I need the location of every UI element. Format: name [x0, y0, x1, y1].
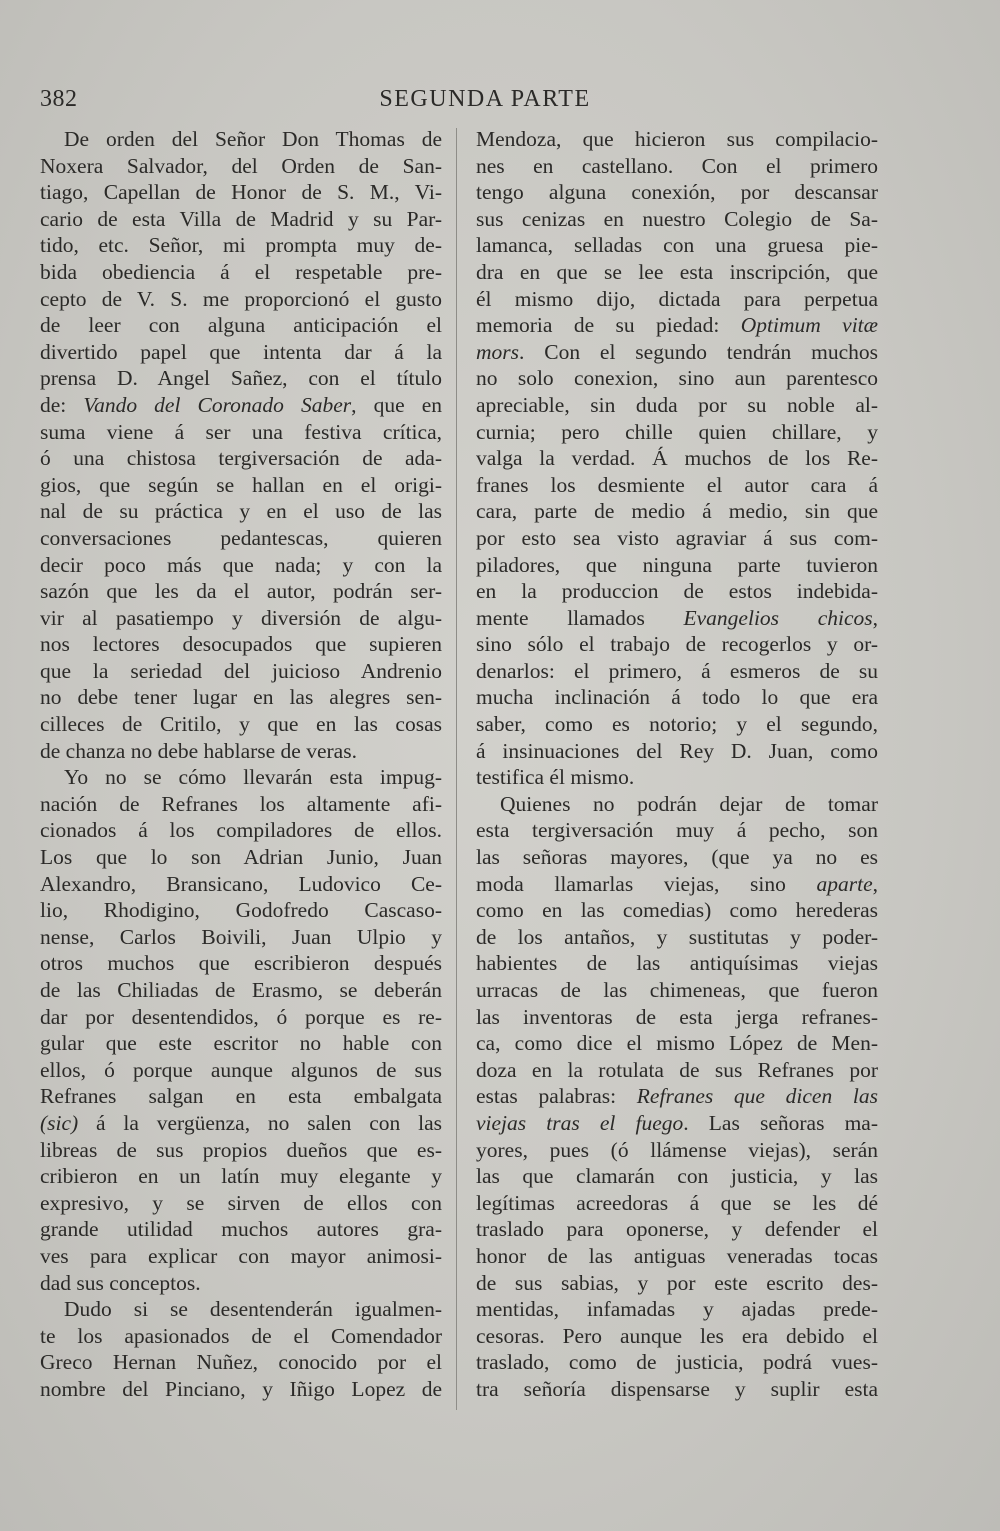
text-line: lamanca, selladas con una gruesa pie- [476, 233, 878, 258]
text-line: ca, como dice el mismo López de Men- [476, 1031, 878, 1056]
text-line: esta tergiversación muy á pecho, son [476, 818, 878, 843]
left-column [40, 126, 442, 1403]
text-line: Los que lo son Adrian Junio, Juan [40, 845, 442, 870]
text-line: en la produccion de estos indebida- [476, 579, 878, 604]
text-line: de los antaños, y sustitutas y poder- [476, 924, 878, 949]
text-line: las inventoras de esta jerga refranes- [476, 1004, 878, 1029]
text-line: las que clamarán con justicia, y las [476, 1164, 878, 1189]
text-line: tido, etc. Señor, mi prompta muy de- [40, 233, 442, 258]
text-line: nos lectores desocupados que supieren [40, 632, 442, 657]
text-line: urracas de las chimeneas, que fueron [476, 978, 878, 1002]
text-line: yores, pues (ó llámense viejas), serán [476, 1137, 878, 1162]
text-line: mentidas, infamadas y ajadas prede- [476, 1297, 878, 1322]
text-line: honor de las antiguas veneradas tocas [476, 1243, 878, 1268]
text-line: Dudo si se desentenderán igualmen- [64, 1297, 442, 1322]
text-line: no debe tener lugar en las alegres sen- [40, 685, 442, 710]
text-line: sus cenizas en nuestro Colegio de Sa- [476, 206, 878, 231]
text-line: (sic) á la vergüenza, no salen con las [40, 1110, 442, 1135]
text-line: Alexandro, Bransicano, Ludovico Ce- [40, 871, 442, 896]
text-line: las señoras mayores, (que ya no es [476, 845, 878, 870]
text-line: Yo no se cómo llevarán esta impug- [64, 765, 442, 790]
text-line: sino sólo el trabajo de recogerlos y or- [476, 632, 878, 657]
text-line: no solo conexion, sino aun parentesco [476, 366, 878, 391]
text-line: cario de esta Villa de Madrid y su Par- [40, 206, 442, 231]
text-line: á insinuaciones del Rey D. Juan, como [476, 738, 878, 763]
text-line: valga la verdad. Á muchos de los Re- [476, 446, 878, 471]
text-line: como en las comedias) como herederas [476, 898, 878, 923]
text-line: cesoras. Pero aunque les era debido el [476, 1323, 878, 1348]
text-line: decir poco más que nada; y con la [40, 552, 442, 577]
text-line: de: Vando del Coronado Saber, que en [40, 392, 442, 417]
text-line: mors. Con el segundo tendrán muchos [476, 339, 878, 364]
column-divider [456, 128, 457, 1410]
text-line: bida obediencia á el respetable pre- [40, 259, 442, 284]
text-line: estas palabras: Refranes que dicen las [476, 1084, 878, 1109]
text-line: moda llamarlas viejas, sino aparte, [476, 871, 878, 896]
text-line: vir al pasatiempo y diversión de algu- [40, 605, 442, 630]
text-line: mucha inclinación á todo lo que era [476, 685, 878, 710]
text-line: saber, como es notorio; y el segundo, [476, 712, 878, 737]
text-line: Noxera Salvador, del Orden de San- [40, 153, 442, 178]
text-line: nombre del Pinciano, y Iñigo Lopez de [40, 1376, 442, 1401]
text-line: ellos, ó porque aunque algunos de sus [40, 1057, 442, 1082]
text-line: nación de Refranes los altamente afi- [40, 791, 442, 816]
text-line: dra en que se lee esta inscripción, que [476, 259, 878, 284]
text-line: él mismo dijo, dictada para perpetua [476, 286, 878, 311]
text-line: dad sus conceptos. [40, 1270, 201, 1295]
text-line: divertido papel que intenta dar á la [40, 339, 442, 364]
text-line: viejas tras el fuego. Las señoras ma- [476, 1110, 878, 1135]
text-line: piladores, que ninguna parte tuvieron [476, 552, 878, 577]
page-number: 382 [40, 86, 78, 112]
text-line: por esto sea visto agraviar á sus com- [476, 525, 878, 550]
text-line: De orden del Señor Don Thomas de [64, 127, 442, 151]
text-line: denarlos: el primero, á esmeros de su [476, 658, 878, 683]
text-line: conversaciones pedantescas, quieren [40, 525, 442, 550]
text-line: gular que este escritor no hable con [40, 1031, 442, 1056]
text-line: nal de su práctica y en el uso de las [40, 499, 442, 524]
text-line: mente llamados Evangelios chicos, [476, 605, 878, 630]
text-line: de leer con alguna anticipación el [40, 313, 442, 338]
text-line: dar por desentendidos, ó porque es re- [40, 1004, 442, 1029]
text-line: apreciable, sin duda por su noble al- [476, 392, 878, 417]
text-line: sazón que les da el autor, podrán ser- [40, 579, 442, 604]
text-line: Mendoza, que hicieron sus compilacio- [476, 127, 878, 151]
text-line: legítimas acreedoras á que se les dé [476, 1190, 878, 1215]
text-line: doza en la rotulata de sus Refranes por [476, 1057, 878, 1082]
text-line: cepto de V. S. me proporcionó el gusto [40, 286, 442, 311]
text-line: Quienes no podrán dejar de tomar [500, 791, 878, 816]
text-line: cara, parte de medio á medio, sin que [476, 499, 878, 524]
text-line: grande utilidad muchos autores gra- [40, 1217, 442, 1242]
text-line: tiago, Capellan de Honor de S. M., Vi- [40, 180, 442, 205]
text-line: testifica él mismo. [476, 765, 635, 790]
text-line: traslado, como de justicia, podrá vues- [476, 1350, 878, 1375]
right-column [476, 126, 878, 1403]
text-line: que la seriedad del juicioso Andrenio [40, 658, 442, 683]
text-line: Greco Hernan Nuñez, conocido por el [40, 1350, 442, 1375]
text-line: nense, Carlos Boivili, Juan Ulpio y [40, 924, 442, 949]
text-line: curnia; pero chille quien chillare, y [476, 419, 878, 444]
text-line: Refranes salgan en esta embalgata [40, 1084, 442, 1109]
text-line: cionados á los compiladores de ellos. [40, 818, 442, 843]
running-head: SEGUNDA PARTE [379, 86, 591, 112]
text-line: traslado para oponerse, y defender el [476, 1217, 878, 1242]
text-line: libreas de sus propios dueños que es- [40, 1137, 442, 1162]
text-line: te los apasionados de el Comendador [40, 1323, 442, 1348]
text-line: prensa D. Angel Sañez, con el título [40, 366, 442, 391]
text-line: memoria de su piedad: Optimum vitæ [476, 313, 878, 338]
text-line: gios, que según se hallan en el origi- [40, 472, 442, 497]
text-line: lio, Rhodigino, Godofredo Cascaso- [40, 898, 442, 923]
text-line: ó una chistosa tergiversación de ada- [40, 446, 442, 471]
text-line: expresivo, y se sirven de ellos con [40, 1190, 442, 1215]
text-line: franes los desmiente el autor cara á [476, 472, 878, 497]
text-line: cribieron en un latín muy elegante y [40, 1164, 442, 1189]
text-line: suma viene á ser una festiva crítica, [40, 419, 442, 444]
text-line: tengo alguna conexión, por descansar [476, 180, 878, 205]
text-line: de chanza no debe hablarse de veras. [40, 738, 357, 763]
text-line: nes en castellano. Con el primero [476, 153, 878, 178]
text-line: de las Chiliadas de Erasmo, se deberán [40, 978, 442, 1002]
text-line: otros muchos que escribieron después [40, 951, 442, 976]
text-line: tra señoría dispensarse y suplir esta [476, 1376, 878, 1401]
text-line: ves para explicar con mayor animosi- [40, 1243, 442, 1268]
text-line: cilleces de Critilo, y que en las cosas [40, 712, 442, 737]
page-header [40, 86, 880, 120]
text-line: habientes de las antiquísimas viejas [476, 951, 878, 976]
text-line: de sus sabias, y por este escrito des- [476, 1270, 878, 1295]
